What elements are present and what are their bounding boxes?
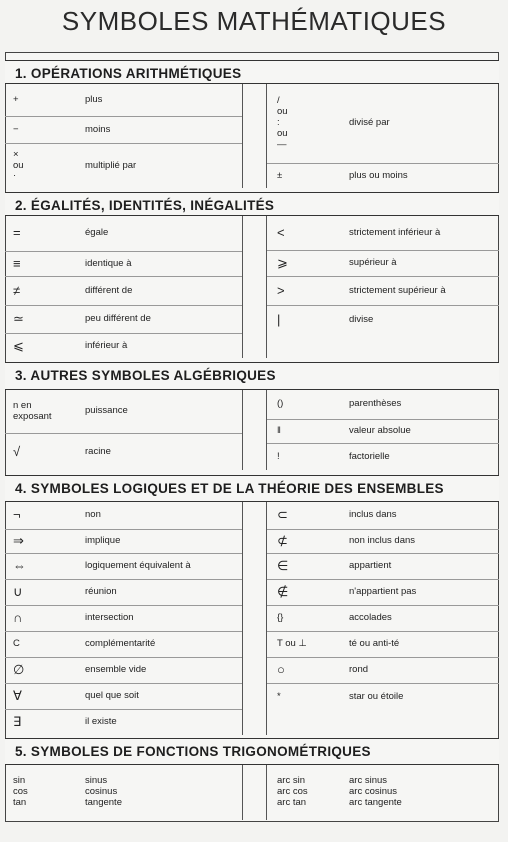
symbol-glyph: * bbox=[277, 690, 281, 702]
symbol-row bbox=[5, 277, 242, 306]
symbol-glyph: () bbox=[277, 398, 284, 410]
symbol-glyph: ○ bbox=[277, 662, 285, 678]
symbol-row bbox=[5, 606, 242, 632]
symbol-row bbox=[5, 334, 242, 358]
symbol-glyph: | bbox=[277, 311, 281, 327]
section-body bbox=[5, 502, 499, 735]
symbol-meaning: accolades bbox=[349, 612, 392, 624]
symbol-row bbox=[267, 554, 499, 580]
symbol-row bbox=[267, 502, 499, 530]
symbol-meaning: appartient bbox=[349, 560, 392, 572]
symbol-row bbox=[267, 216, 499, 251]
symbol-meaning: strictement inférieur à bbox=[349, 226, 441, 238]
symbol-glyph: ∃ bbox=[13, 714, 22, 730]
symbol-meaning: strictement supérieur à bbox=[349, 284, 446, 296]
section-body bbox=[5, 84, 499, 188]
symbol-row bbox=[5, 710, 242, 735]
symbol-glyph: {} bbox=[277, 612, 284, 624]
column-divider bbox=[242, 84, 267, 188]
symbol-glyph: ∪ bbox=[13, 584, 23, 600]
symbol-meaning: égale bbox=[85, 227, 109, 239]
symbol-glyph: = bbox=[13, 225, 21, 241]
symbol-meaning: ensemble vide bbox=[85, 664, 147, 676]
section-body bbox=[5, 765, 499, 820]
right-column bbox=[267, 390, 499, 470]
symbol-glyph: ∅ bbox=[13, 662, 25, 678]
symbol-glyph: ⊂ bbox=[277, 507, 288, 523]
symbol-glyph: × ou · bbox=[13, 148, 24, 182]
symbol-row bbox=[5, 390, 242, 434]
symbol-glyph: n en exposant bbox=[13, 399, 52, 422]
symbol-row bbox=[5, 252, 242, 277]
symbol-meaning: divisé par bbox=[349, 117, 390, 129]
symbol-row bbox=[267, 420, 499, 444]
symbol-glyph: ⇒ bbox=[13, 533, 24, 549]
symbol-row bbox=[267, 306, 499, 334]
symbol-row bbox=[267, 765, 499, 820]
symbol-row bbox=[5, 216, 242, 252]
symbol-meaning: moins bbox=[85, 123, 111, 135]
section-heading: 1. OPÉRATIONS ARITHMÉTIQUES bbox=[5, 60, 499, 84]
symbol-meaning: plus bbox=[85, 93, 103, 105]
symbol-row bbox=[267, 390, 499, 420]
symbol-glyph: arc sin arc cos arc tan bbox=[277, 775, 308, 808]
symbol-glyph: ≡ bbox=[13, 255, 21, 271]
symbol-row bbox=[5, 117, 242, 144]
symbol-meaning: multiplié par bbox=[85, 159, 137, 171]
column-divider bbox=[242, 390, 267, 470]
left-column bbox=[5, 390, 242, 470]
symbol-row bbox=[5, 84, 242, 117]
symbol-glyph: ∀ bbox=[13, 688, 22, 704]
section-body bbox=[5, 216, 499, 358]
symbol-meaning: racine bbox=[85, 445, 111, 457]
symbol-meaning: puissance bbox=[85, 405, 128, 417]
symbol-row bbox=[5, 765, 242, 820]
symbol-meaning: inclus dans bbox=[349, 509, 397, 521]
symbol-meaning: n'appartient pas bbox=[349, 586, 417, 598]
symbol-row bbox=[267, 164, 499, 188]
symbol-meaning: il existe bbox=[85, 716, 117, 728]
symbol-meaning: implique bbox=[85, 535, 121, 547]
column-divider bbox=[242, 216, 267, 358]
section-body bbox=[5, 390, 499, 470]
symbol-meaning: supérieur à bbox=[349, 257, 397, 269]
symbol-meaning: factorielle bbox=[349, 450, 390, 462]
right-column bbox=[267, 765, 499, 820]
symbol-glyph: ¬ bbox=[13, 507, 21, 523]
symbol-row bbox=[267, 606, 499, 632]
symbol-glyph: / ou : ou — bbox=[277, 95, 288, 150]
symbol-row bbox=[267, 580, 499, 606]
section-heading: 5. SYMBOLES DE FONCTIONS TRIGONOMÉTRIQUES bbox=[5, 738, 499, 765]
symbol-meaning: intersection bbox=[85, 612, 134, 624]
symbol-row bbox=[267, 277, 499, 306]
symbol-glyph: ± bbox=[277, 169, 283, 181]
symbol-row bbox=[267, 251, 499, 277]
section-heading: 2. ÉGALITÉS, IDENTITÉS, INÉGALITÉS bbox=[5, 192, 499, 216]
symbol-row bbox=[267, 530, 499, 554]
symbol-row bbox=[267, 84, 499, 164]
symbol-row bbox=[267, 632, 499, 658]
symbol-glyph: + bbox=[13, 93, 19, 105]
left-column bbox=[5, 84, 242, 188]
symbol-meaning: sinus cosinus tangente bbox=[85, 775, 122, 808]
column-divider bbox=[242, 502, 267, 735]
symbol-glyph: C bbox=[13, 638, 20, 650]
symbol-glyph: ! bbox=[277, 450, 280, 462]
symbol-meaning: différent de bbox=[85, 284, 133, 296]
symbol-glyph: ⇔ bbox=[13, 558, 26, 574]
symbol-meaning: complémentarité bbox=[85, 638, 156, 650]
symbol-row bbox=[267, 444, 499, 470]
symbol-row bbox=[5, 580, 242, 606]
symbol-meaning: non inclus dans bbox=[349, 535, 416, 547]
symbol-glyph: ⊄ bbox=[277, 533, 288, 549]
symbol-glyph: ⩽ bbox=[13, 337, 24, 353]
symbol-meaning: star ou étoile bbox=[349, 690, 404, 702]
symbol-row bbox=[5, 502, 242, 530]
symbol-meaning: plus ou moins bbox=[349, 169, 408, 181]
symbol-meaning: logiquement équivalent à bbox=[85, 560, 191, 572]
right-column bbox=[267, 216, 499, 358]
symbol-row bbox=[5, 658, 242, 684]
symbol-meaning: valeur absolue bbox=[349, 425, 411, 437]
symbol-row bbox=[5, 554, 242, 580]
symbol-row bbox=[5, 632, 242, 658]
symbol-glyph: ≃ bbox=[13, 311, 24, 327]
symbol-glyph: √ bbox=[13, 443, 21, 459]
left-column bbox=[5, 765, 242, 820]
symbol-glyph: ‖ bbox=[277, 425, 281, 437]
symbol-meaning: té ou anti-té bbox=[349, 638, 400, 650]
symbol-glyph: sin cos tan bbox=[13, 775, 28, 808]
symbol-glyph: ∩ bbox=[13, 610, 23, 626]
symbol-meaning: inférieur à bbox=[85, 339, 128, 351]
symbol-meaning: parenthèses bbox=[349, 398, 402, 410]
symbol-row bbox=[267, 684, 499, 710]
page-title: SYMBOLES MATHÉMATIQUES bbox=[61, 6, 447, 36]
symbol-glyph: ⩾ bbox=[277, 255, 288, 271]
symbol-row bbox=[5, 434, 242, 470]
symbol-row bbox=[5, 684, 242, 710]
symbol-meaning: rond bbox=[349, 664, 369, 676]
symbol-row bbox=[5, 306, 242, 334]
symbol-meaning: non bbox=[85, 509, 101, 521]
symbol-glyph: ∈ bbox=[277, 558, 289, 574]
symbol-meaning: arc sinus arc cosinus arc tangente bbox=[349, 775, 402, 808]
right-column bbox=[267, 84, 499, 188]
symbol-meaning: quel que soit bbox=[85, 690, 139, 702]
symbol-glyph: ∉ bbox=[277, 584, 289, 600]
symbol-row bbox=[267, 658, 499, 684]
left-column bbox=[5, 502, 242, 735]
symbol-glyph: − bbox=[13, 123, 19, 135]
symbol-row bbox=[5, 530, 242, 554]
symbol-meaning: identique à bbox=[85, 257, 132, 269]
section-heading: 3. AUTRES SYMBOLES ALGÉBRIQUES bbox=[5, 362, 499, 390]
symbol-meaning: réunion bbox=[85, 586, 117, 598]
symbol-glyph: ≠ bbox=[13, 282, 21, 298]
section-heading: 4. SYMBOLES LOGIQUES ET DE LA THÉORIE DES ENSEMBLES bbox=[5, 475, 499, 502]
left-column bbox=[5, 216, 242, 358]
symbol-glyph: > bbox=[277, 282, 285, 298]
symbol-row bbox=[5, 144, 242, 188]
column-divider bbox=[242, 765, 267, 820]
symbol-meaning: divise bbox=[349, 313, 374, 325]
right-column bbox=[267, 502, 499, 735]
symbol-glyph: < bbox=[277, 224, 285, 240]
symbol-glyph: T ou ⊥ bbox=[277, 638, 307, 650]
symbol-meaning: peu différent de bbox=[85, 313, 151, 325]
